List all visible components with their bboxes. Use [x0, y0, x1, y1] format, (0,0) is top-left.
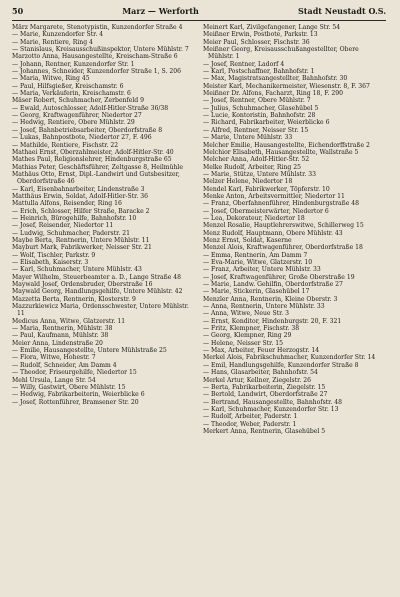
- directory-entry: — Erich, Schlosser, Hilfer Straße, Baracke 2: [12, 207, 150, 215]
- directory-entry: Mathaei Ernst, Oberzahlmeister, Adolf-Hitler-Str. 40: [12, 148, 174, 156]
- directory-entry: — Emilie, Hausangestellte, Untere Mühlstraße 25: [12, 347, 167, 355]
- directory-entry: — Johann, Rentner, Kunzendorfer Str. 1: [12, 60, 135, 68]
- directory-entry: Merkel Artur, Kellner, Ziegelstr. 26: [203, 376, 311, 384]
- directory-entry: — Fritz, Klempner, Fischstr. 38: [203, 325, 300, 333]
- directory-entry: — Josef, Rentner, Ladorf 4: [203, 60, 285, 68]
- directory-entry: — Franz, Oberfahnenführer, Hindenburgstraße 48: [203, 200, 359, 208]
- columns: [12, 24, 386, 435]
- directory-entry: — Theodor, Friseurgehilfe, Niedertor 15: [12, 369, 137, 377]
- directory-entry: Mathes Paul, Religionslehrer, Hindenburgstraße 65: [12, 156, 172, 164]
- directory-entry: — Theodor, Weber, Paderstr. 1: [203, 420, 297, 428]
- directory-entry: Melzer Helene, Niedertor 18: [203, 178, 293, 186]
- directory-entry: Melcher Anna, Adolf-Hitler-Str. 52: [203, 156, 310, 164]
- directory-entry: Menz Rudolf, Hauptmann, Obere Mühlstr. 43: [203, 229, 343, 237]
- directory-entry: Meinert Karl, Zivilgefangener, Lange Str. 54: [203, 24, 341, 31]
- directory-entry: — Marie, Untere Mühlstr. 33: [203, 134, 293, 142]
- directory-entry: — Anna, Rentnerin, Untere Mühlstr. 33: [203, 303, 325, 311]
- left-column: [12, 24, 195, 435]
- directory-entry: — Lea, Dekorateur, Niedertor 18: [203, 214, 305, 222]
- directory-entry: Mazzetta Berta, Rentnerin, Klosterstr. 9: [12, 295, 136, 303]
- directory-entry: — Berta, Fabrikarbeiterin, Ziegelstr. 15: [203, 383, 326, 391]
- directory-entry: Mäser Robert, Schuhmacher, Zerbenfeld 9: [12, 97, 144, 105]
- directory-entry: — Wolf, Tischler, Parkstr. 9: [12, 251, 96, 259]
- directory-entry: Mattulla Alfons, Reisender, Ring 16: [12, 200, 122, 208]
- directory-entry: Melchior Elisabeth, Hausangestellte, Wallstraße 5: [203, 148, 359, 156]
- directory-entry: Melcher Emilie, Hausangestellte, Eichendorffstraße 2: [203, 141, 370, 149]
- directory-entry: — Ewald, Autoschlosser, Adolf-Hitler-Straße 36/38: [12, 104, 169, 112]
- directory-entry: — Josef, Reisender, Niedertor 11: [12, 222, 114, 230]
- directory-entry: — Georg, Klempner, Ring 29: [203, 332, 292, 340]
- directory-entry: Meier Anna, Lindenstraße 20: [12, 339, 103, 347]
- directory-entry: — Johannes, Schneider, Kunzendorfer Straße 1, S. 206: [12, 68, 181, 76]
- directory-entry: — Stanislaus, Kreisausschußinspektor, Untere Mühlstr. 7: [12, 46, 189, 54]
- directory-entry: — Lukas, Bahnpostbote, Niedertor 27, F. 496: [12, 134, 152, 142]
- directory-entry: Matthäus Erwin, Soldat, Adolf-Hitler-Str. 36: [12, 192, 149, 200]
- page-header: [12, 4, 386, 18]
- directory-entry: Mendel Karl, Fabrikwerker, Töpferstr. 10: [203, 185, 330, 193]
- directory-entry: Mathias Peter, Geschäftsführer, Zeltgasse 8, Heilmühle: [12, 163, 183, 171]
- directory-entry: — Willy, Gastwirt, Obere Mühlstr. 15: [12, 383, 126, 391]
- directory-entry: Melke Rudolf, Arbeiter, Ring 25: [203, 163, 301, 171]
- directory-entry: — Marie, Kunzendorfer Str. 4: [12, 31, 104, 39]
- directory-entry: — Emil, Handlungsgehilfe, Kunzendorfer Straße 8: [203, 361, 359, 369]
- directory-entry: Mazzurkiewicz Maria, Ordensschwester, Untere Mühlstr. 11: [12, 303, 189, 318]
- directory-entry: Meister Karl, Mechanikermeister, Wiesenstr. 8, F. 367: [203, 82, 370, 90]
- directory-entry: — Mathilde, Rentiere, Fischstr. 22: [12, 141, 119, 149]
- directory-entry: — Josef, Rottenführer, Bramsener Str. 20: [12, 398, 139, 406]
- directory-entry: — Hans, Glasarbeiter, Bahnhofstr. 54: [203, 369, 318, 377]
- directory-entry: Maywald Georg, Handlungsgehilfe, Untere Mühlstr. 42: [12, 288, 183, 296]
- directory-entry: Meißner Erwin, Postbote, Parkstr. 13: [203, 31, 318, 39]
- directory-entry: — Paul, Hilfsgießer, Kreischamstr. 6: [12, 82, 124, 90]
- directory-entry: — Marie, Stickerin, Glasehübel 17: [203, 288, 310, 296]
- directory-entry: — Flora, Witwe, Hohestr. 7: [12, 354, 96, 362]
- directory-entry: — Hedwig, Fabrikarbeiterin, Weierblicke 6: [12, 391, 145, 399]
- directory-entry: Maybe Berta, Rentnerin, Untere Mühlstr. 11: [12, 236, 150, 244]
- directory-entry: — Marie, Landw. Gehilfin, Oberdorfstraße 27: [203, 281, 343, 289]
- directory-entry: Mayburt Mark, Fabrikwerker, Neisser Str. 21: [12, 244, 152, 252]
- directory-entry: Meier Paul, Schlosser, Fischstr. 36: [203, 38, 310, 46]
- directory-entry: — Maria, Witwe, Ring 45: [12, 75, 90, 83]
- directory-entry: Mathäus Otto, Ernst, Dipl.-Landwirt und Gutsbesitzer, Oberdorfstraße 46: [12, 170, 180, 186]
- running-head: Stadt Neustadt O.S.: [298, 6, 386, 16]
- directory-entry: — Emma, Rentnerin, Am Damm 7: [203, 251, 308, 259]
- directory-entry: Merkel Alois, Fabrikschuhmacher, Kunzendorfer Str. 14: [203, 354, 376, 362]
- directory-entry: — Alfred, Rentner, Neisser Str. 15: [203, 126, 309, 134]
- directory-entry: Menke Anton, Arbeitsvermittler, Niedertor 11: [203, 192, 345, 200]
- directory-entry: — Karl, Postschaffner, Bahnhofstr. 1: [203, 68, 315, 76]
- directory-entry: Meißner Dr. Alfons, Facharzt, Ring 18, F. 290: [203, 90, 344, 98]
- directory-entry: — Marie, Rentiere, Ring 4: [12, 38, 93, 46]
- directory-entry: — Helene, Neisser Str. 15: [203, 339, 284, 347]
- directory-entry: — Ludwig, Schuhmacher, Paderstr. 21: [12, 229, 131, 237]
- directory-entry: — Maria, Verkäuferin, Kreischamstr. 6: [12, 90, 131, 98]
- directory-entry: — Josef, Obermeisterwärter, Niedertor 6: [203, 207, 329, 215]
- directory-entry: — Karl, Schuhmacher, Untere Mühlstr. 43: [12, 266, 142, 274]
- directory-entry: — Anna, Witwe, Neue Str. 3: [203, 310, 290, 318]
- directory-entry: Menzel Rosalie, Hauptlehrerswitwe, Schillerweg 15: [203, 222, 364, 230]
- directory-entry: Menz Ernst, Soldat, Kaserne: [203, 236, 292, 244]
- directory-entry: — Max, Arbeiter, Feuer Herzogstr. 14: [203, 347, 320, 355]
- directory-entry: — Ernst, Konditor, Hindenburgstr. 20, F. 321: [203, 317, 342, 325]
- directory-entry: — Josef, Kraftwagenführer, Große Oberstraße 19: [203, 273, 355, 281]
- directory-entry: — Josef, Bahnbetriebsarbeiter, Oberdorfstraße 8: [12, 126, 163, 134]
- directory-entry: — Maria, Rentnerin, Mühlstr. 38: [12, 325, 113, 333]
- right-column: [203, 24, 386, 435]
- directory-entry: — Julius, Schuhmacher, Glasehübel 5: [203, 104, 319, 112]
- directory-entry: — Karl, Eisenbahnarbeiter, Lindenstraße 3: [12, 185, 145, 193]
- directory-entry: Menzel Alois, Kraftwagenführer, Oberdorfstraße 18: [203, 244, 363, 252]
- directory-entry: — Elisabeth, Kaiserstr. 3: [12, 259, 89, 266]
- directory-entry: — Lucie, Kontoristin, Bahnhofstr. 28: [203, 112, 316, 120]
- directory-entry: Meißner Georg, Kreisausschußangestellter, Obere Mühlstr. 1: [203, 46, 359, 61]
- directory-entry: März Margarete, Stenotypistin, Kunzendorfer Straße 4: [12, 24, 183, 31]
- directory-entry: Maywald Josef, Ordensbruder, Oberstraße 16: [12, 281, 153, 289]
- directory-entry: — Richard, Fabrikarbeiter, Weierblicke 6: [203, 119, 330, 127]
- directory-entry: — Bertold, Landwirt, Oberdorfstraße 27: [203, 391, 328, 399]
- directory-entry: — Max, Magistratsangestellter, Bahnhofstr. 30: [203, 75, 348, 83]
- directory-entry: — Franz, Arbeiter, Untere Mühlstr. 33: [203, 266, 321, 274]
- header-rule: [12, 20, 386, 21]
- page-title: Marz — Werforth: [122, 6, 199, 16]
- directory-entry: — Heinrich, Bürogehilfe, Bahnhofstr. 10: [12, 214, 137, 222]
- directory-entry: — Josef, Rentner, Obere Mühlstr. 7: [203, 97, 311, 105]
- directory-entry: — Paul, Kaufmann, Mühlstr. 38: [12, 332, 109, 340]
- directory-entry: Merkert Anna, Rentnerin, Glasehübel 5: [203, 427, 326, 435]
- directory-entry: — Hedwig, Rentiere, Obere Mühlstr. 29: [12, 119, 135, 127]
- page-number: 50: [12, 6, 24, 16]
- directory-entry: — Bertrand, Hausangestellte, Bahnhofstr. 48: [203, 398, 343, 406]
- directory-entry: — Georg, Kraftwagenführer, Niedertor 27: [12, 112, 142, 120]
- directory-entry: — Karl, Schuhmacher, Kunzendorfer Str. 13: [203, 405, 339, 413]
- directory-entry: Marzotto Anna, Hausangestellte, Kreischam-Straße 6: [12, 53, 178, 61]
- directory-entry: Mehl Ursula, Lange Str. 54: [12, 376, 96, 384]
- directory-entry: — Eva-Marie, Witwe, Glatzerstr. 10: [203, 259, 313, 266]
- directory-entry: Medicus Anna, Witwe, Glatzerstr. 11: [12, 317, 126, 325]
- directory-entry: — Rudolf, Arbeiter, Paderstr. 1: [203, 413, 298, 421]
- directory-entry: Mayer Wilhelm, Steuerbeamter a. D., Lange Straße 48: [12, 273, 182, 281]
- directory-entry: — Rudolf, Schneider, Am Damm 4: [12, 361, 117, 369]
- directory-entry: — Marie, Stütze, Untere Mühlstr. 33: [203, 170, 316, 178]
- directory-entry: Menzler Anna, Rentnerin, Kleine Oberstr. 3: [203, 295, 338, 303]
